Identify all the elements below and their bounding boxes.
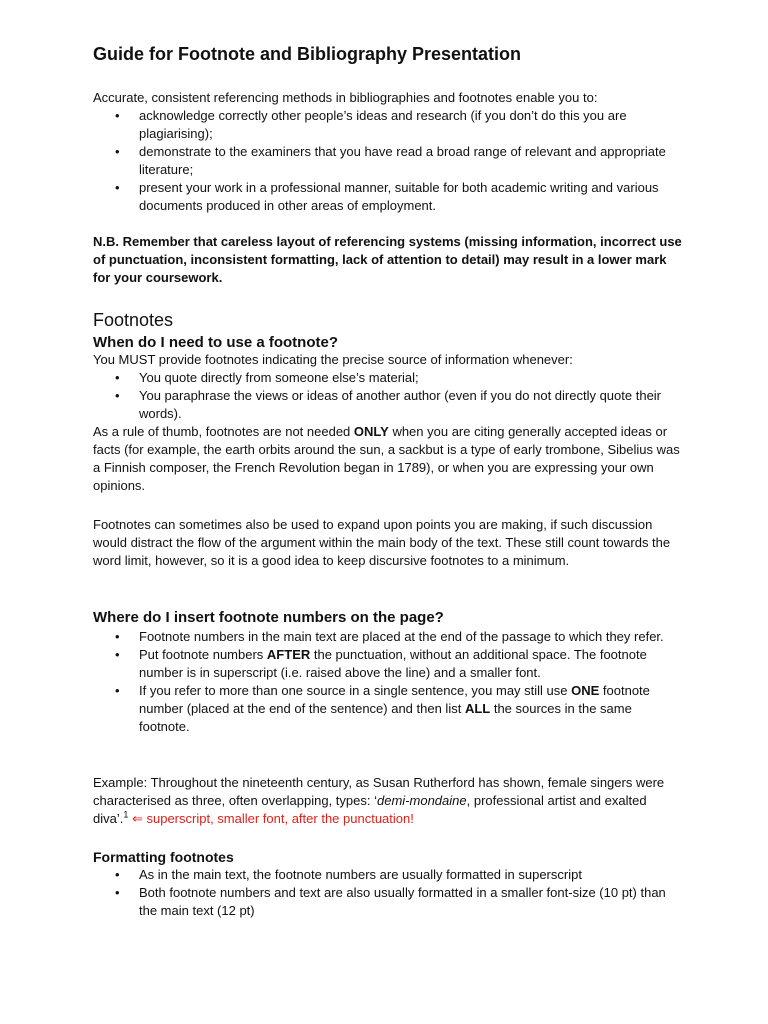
- bullet-icon: •: [115, 629, 120, 644]
- formatting-bullet-list: [93, 866, 683, 920]
- list-item: • You paraphrase the views or ideas of another author (even if you do not directly quote their words).: [115, 388, 662, 421]
- formatting-section: [93, 849, 683, 920]
- formatting-heading: Formatting footnotes: [93, 849, 234, 865]
- bullet-icon: •: [115, 144, 120, 159]
- bullet-icon: •: [115, 180, 120, 195]
- list-item: • present your work in a professional manner, suitable for both academic writing and various documents produced in other areas of employment.: [115, 180, 659, 213]
- bullet-icon: •: [115, 885, 120, 900]
- bullet-icon: •: [115, 867, 120, 882]
- bullet-icon: •: [115, 388, 120, 403]
- when-intro: You MUST provide footnotes indicating the precise source of information whenever:: [93, 352, 573, 367]
- nb-paragraph: N.B. Remember that careless layout of referencing systems (missing information, incorrect use of punctuation, inconsistent formatting, lack of attention to detail) may result in a lower mark for your coursework.: [93, 234, 682, 285]
- list-item: • Both footnote numbers and text are also usually formatted in a smaller font-size (10 pt) than the main text (12 pt): [115, 885, 666, 918]
- list-item: • If you refer to more than one source in a single sentence, you may still use ONE footnote number (placed at the end of the sentence) and then list ALL the sources in the same footnote.: [115, 683, 650, 734]
- list-item: • Footnote numbers in the main text are placed at the end of the passage to which they refer.: [115, 629, 664, 644]
- intro-bullet-list: [93, 107, 683, 215]
- discursive-paragraph: Footnotes can sometimes also be used to expand upon points you are making, if such discussion would distract the flow of the argument within the main body of the text. These still count towards the word limit, however, so it is a good idea to keep discursive footnotes to a minimum.: [93, 517, 671, 568]
- intro-section: [93, 89, 683, 215]
- list-item: • acknowledge correctly other people’s ideas and research (if you don’t do this you are plagiarising);: [115, 108, 627, 141]
- where-bullet-list: [93, 628, 683, 736]
- when-section: [93, 334, 683, 495]
- bullet-icon: •: [115, 683, 120, 698]
- list-item: • Put footnote numbers AFTER the punctuation, without an additional space. The footnote number is in superscript (i.e. raised above the line) and a smaller font.: [115, 647, 647, 680]
- document-title: Guide for Footnote and Bibliography Presentation: [93, 44, 522, 64]
- when-heading: When do I need to use a footnote?: [93, 334, 338, 351]
- intro-paragraph: Accurate, consistent referencing methods in bibliographies and footnotes enable you to:: [93, 90, 598, 105]
- where-section: [93, 609, 683, 736]
- list-item: • You quote directly from someone else’s material;: [115, 370, 419, 385]
- nb-section: [93, 233, 683, 287]
- list-item: • As in the main text, the footnote numbers are usually formatted in superscript: [115, 867, 582, 882]
- where-heading: Where do I insert footnote numbers on the page?: [93, 609, 444, 626]
- footnotes-heading: Footnotes: [93, 310, 174, 330]
- list-item: • demonstrate to the examiners that you have read a broad range of relevant and appropriate literature;: [115, 144, 666, 177]
- footnote-number: 1: [123, 809, 129, 820]
- discursive-section: [93, 516, 683, 570]
- rule-of-thumb-paragraph: As a rule of thumb, footnotes are not needed ONLY when you are citing generally accepted ideas or facts (for example, the earth orbits around the sun, a sackbut is a type of early trombone, Sibelius was a Finnish composer, the French Revolution began in 1789), or when you are expressing your own opinions.: [93, 424, 680, 493]
- footnotes-heading-block: [93, 310, 683, 331]
- when-bullet-list: [93, 369, 683, 423]
- example-paragraph: Example: Throughout the nineteenth century, as Susan Rutherford has shown, female singers were characterised as three, often overlapping, types: ‘demi-mondaine, professional artist and exalted diva’.$^1$ ⇐ superscript, smaller font, after the punctuation!: [93, 775, 665, 826]
- bullet-icon: •: [115, 647, 120, 662]
- bullet-icon: •: [115, 108, 120, 123]
- bullet-icon: •: [115, 370, 120, 385]
- example-annotation: ⇐ superscript, smaller font, after the punctuation!: [128, 811, 414, 826]
- example-section: [93, 774, 683, 828]
